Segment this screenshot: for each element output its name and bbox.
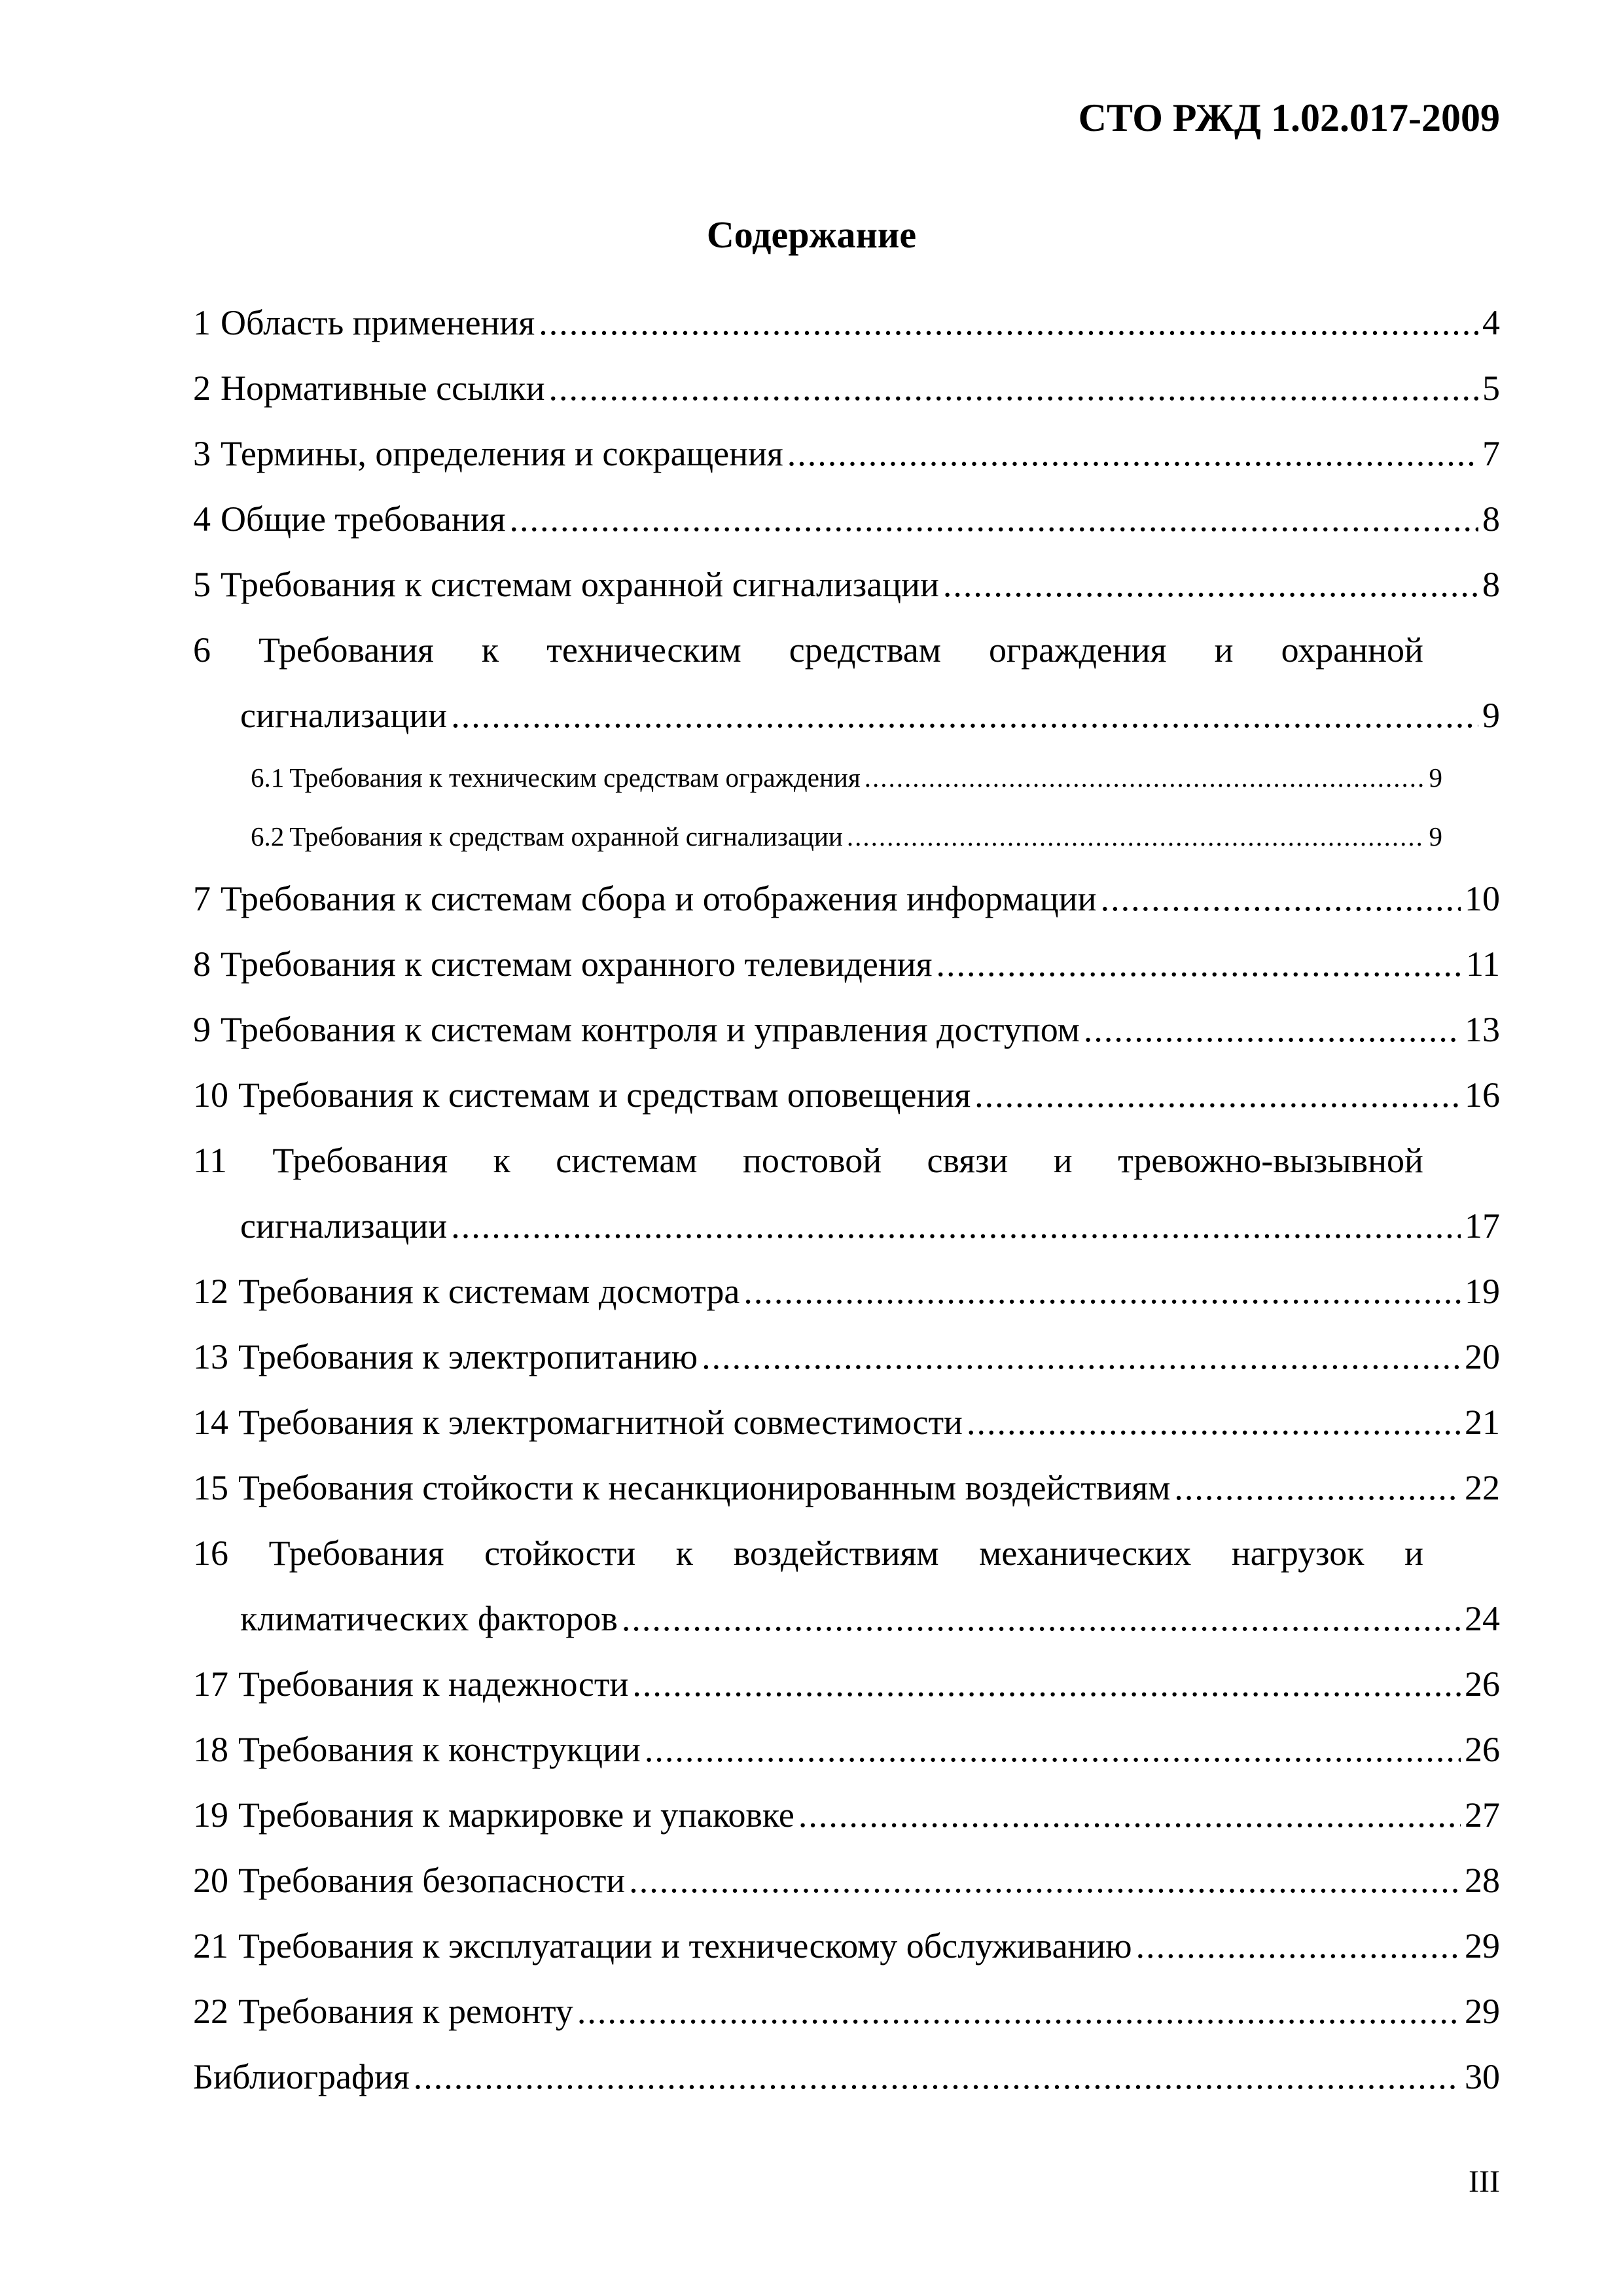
toc-entry-1[interactable] [193, 290, 1500, 355]
toc-entry-title: Термины, определения и сокращения [221, 434, 783, 473]
toc-entry-title: Общие требования [221, 499, 506, 539]
dotted-leader [510, 486, 1478, 552]
toc-entry-page: 28 [1465, 1861, 1500, 1900]
toc-entry-title-word: системам [556, 1141, 698, 1180]
toc-entry-page: 30 [1465, 2057, 1500, 2096]
toc-entry-page: 26 [1465, 1730, 1500, 1769]
toc-entry-title-word: охранной [1281, 630, 1423, 670]
dotted-leader [967, 1390, 1461, 1455]
toc-entry-22[interactable] [193, 1979, 1500, 2044]
toc-entry-number: 1 [193, 303, 211, 342]
dotted-leader [622, 1586, 1461, 1651]
toc-entry-10[interactable] [193, 1062, 1500, 1128]
toc-entry-number: 5 [193, 565, 211, 604]
table-of-contents [193, 290, 1500, 2109]
toc-entry-number: 18 [193, 1730, 228, 1769]
toc-entry-8[interactable] [193, 931, 1500, 997]
toc-entry-title-continuation: сигнализации [240, 696, 448, 735]
toc-entry-2[interactable] [193, 355, 1500, 421]
toc-entry-title: Требования к электромагнитной совместимости [238, 1403, 963, 1442]
toc-entry-number: 11 [193, 1141, 227, 1180]
toc-entry-number: 20 [193, 1861, 228, 1900]
toc-entry-title-line [193, 1520, 1423, 1586]
dotted-leader [577, 1979, 1461, 2044]
toc-entry-page: 4 [1482, 303, 1500, 342]
toc-entry-title-word: и [1053, 1141, 1073, 1180]
dotted-leader [451, 683, 1478, 748]
toc-entry-title-word: постовой [742, 1141, 882, 1180]
toc-entry-14[interactable] [193, 1390, 1500, 1455]
dotted-leader [1136, 1913, 1461, 1979]
toc-entry-title-word: и [1404, 1534, 1423, 1573]
dotted-leader [787, 421, 1478, 486]
toc-entry-number: 7 [193, 879, 211, 918]
dotted-leader [1084, 997, 1461, 1062]
toc-entry-number: 16 [193, 1534, 228, 1573]
toc-entry-20[interactable] [193, 1848, 1500, 1913]
toc-entry-page: 8 [1482, 565, 1500, 604]
toc-entry-6-2[interactable] [193, 807, 1500, 866]
toc-entry-number: 21 [193, 1926, 228, 1965]
page-number: III [1469, 2164, 1500, 2199]
toc-entry-page: 16 [1465, 1075, 1500, 1115]
toc-entry-page: 22 [1465, 1468, 1500, 1507]
toc-entry-title: Требования к системам досмотра [238, 1272, 740, 1311]
toc-entry-number: 3 [193, 434, 211, 473]
toc-entry-page: 7 [1482, 434, 1500, 473]
toc-entry-15[interactable] [193, 1455, 1500, 1520]
toc-entry-title-word: механических [979, 1534, 1192, 1573]
toc-entry-title-word: тревожно-вызывной [1118, 1141, 1423, 1180]
toc-entry-page: 17 [1465, 1206, 1500, 1246]
toc-entry-title: Требования к системам контроля и управления доступом [221, 1010, 1080, 1049]
toc-entry-title: Требования к системам сбора и отображения информации [221, 879, 1097, 918]
toc-entry-title: Требования к конструкции [238, 1730, 641, 1769]
toc-entry-title: Требования к системам охранной сигнализации [221, 565, 939, 604]
dotted-leader [632, 1651, 1461, 1717]
toc-entry-number: 22 [193, 1992, 228, 2031]
toc-entry-title-word: и [1214, 630, 1234, 670]
toc-entry-title-word: связи [927, 1141, 1008, 1180]
dotted-leader [974, 1062, 1461, 1128]
toc-entry-number: 19 [193, 1795, 228, 1835]
toc-entry-number: 2 [193, 368, 211, 408]
toc-entry-page: 9 [1429, 821, 1442, 852]
toc-entry-page: 29 [1465, 1926, 1500, 1965]
dotted-leader [847, 807, 1425, 866]
toc-entry-page: 27 [1465, 1795, 1500, 1835]
toc-entry-page: 19 [1465, 1272, 1500, 1311]
dotted-leader [549, 355, 1479, 421]
toc-entry-page: 9 [1429, 762, 1442, 793]
toc-entry-number: 12 [193, 1272, 228, 1311]
toc-entry-6-1[interactable] [193, 748, 1500, 807]
toc-entry-13[interactable] [193, 1324, 1500, 1390]
toc-entry-title: Требования безопасности [238, 1861, 626, 1900]
toc-entry-number: 6.2 [251, 821, 285, 852]
toc-entry-19[interactable] [193, 1782, 1500, 1848]
toc-entry-bibliography[interactable] [193, 2044, 1500, 2109]
toc-entry-title-word: ограждения [989, 630, 1167, 670]
toc-entry-17[interactable] [193, 1651, 1500, 1717]
toc-entry-12[interactable] [193, 1259, 1500, 1324]
toc-entry-number: 14 [193, 1403, 228, 1442]
toc-entry-5[interactable] [193, 552, 1500, 617]
toc-entry-number: 4 [193, 499, 211, 539]
toc-entry-16[interactable] [193, 1520, 1500, 1651]
toc-entry-page: 24 [1465, 1599, 1500, 1638]
toc-entry-title: Требования к маркировке и упаковке [238, 1795, 794, 1835]
toc-entry-title-continuation: климатических факторов [240, 1599, 618, 1638]
toc-entry-number: 15 [193, 1468, 228, 1507]
toc-entry-title-word: Требования [268, 1534, 444, 1573]
toc-entry-page: 5 [1482, 368, 1500, 408]
toc-entry-page: 10 [1465, 879, 1500, 918]
toc-entry-title-word: Требования [272, 1141, 448, 1180]
toc-entry-4[interactable] [193, 486, 1500, 552]
toc-entry-9[interactable] [193, 997, 1500, 1062]
toc-entry-title: Требования к ремонту [238, 1992, 573, 2031]
toc-entry-3[interactable] [193, 421, 1500, 486]
toc-entry-6[interactable] [193, 617, 1500, 748]
dotted-leader [798, 1782, 1461, 1848]
dotted-leader [702, 1324, 1461, 1390]
toc-entry-page: 21 [1465, 1403, 1500, 1442]
dotted-leader [1174, 1455, 1461, 1520]
toc-entry-page: 29 [1465, 1992, 1500, 2031]
toc-entry-title-word: техническим [546, 630, 741, 670]
toc-entry-title-word: средствам [789, 630, 941, 670]
toc-entry-18[interactable] [193, 1717, 1500, 1782]
toc-entry-title-word: нагрузок [1231, 1534, 1364, 1573]
toc-entry-title: Область применения [221, 303, 535, 342]
toc-entry-title-word: стойкости [484, 1534, 636, 1573]
toc-entry-title-word: к [675, 1534, 694, 1573]
toc-entry-11[interactable] [193, 1128, 1500, 1259]
toc-entry-page: 13 [1465, 1010, 1500, 1049]
toc-entry-7[interactable] [193, 866, 1500, 931]
toc-entry-title: Требования к электропитанию [238, 1337, 698, 1376]
toc-entry-title-word: к [493, 1141, 510, 1180]
dotted-leader [936, 931, 1462, 997]
toc-entry-page: 20 [1465, 1337, 1500, 1376]
dotted-leader [414, 2044, 1461, 2109]
toc-entry-title-line [193, 617, 1423, 683]
toc-entry-title-line [193, 1128, 1423, 1193]
toc-entry-number: 8 [193, 944, 211, 984]
toc-entry-title-word: воздействиям [733, 1534, 939, 1573]
toc-entry-number: 6 [193, 630, 211, 670]
toc-entry-title: Требования к эксплуатации и техническому обслуживанию [238, 1926, 1132, 1965]
dotted-leader [451, 1193, 1461, 1259]
toc-entry-title: Библиография [193, 2057, 410, 2096]
dotted-leader [865, 748, 1425, 807]
dotted-leader [943, 552, 1478, 617]
toc-entry-title-continuation: сигнализации [240, 1206, 448, 1246]
toc-entry-title: Требования к системам охранного телевидения [221, 944, 933, 984]
toc-entry-number: 6.1 [251, 762, 285, 793]
toc-entry-title: Нормативные ссылки [221, 368, 545, 408]
dotted-leader [629, 1848, 1461, 1913]
toc-entry-21[interactable] [193, 1913, 1500, 1979]
toc-entry-title: Требования к надежности [238, 1664, 629, 1704]
dotted-leader [645, 1717, 1461, 1782]
dotted-leader [539, 290, 1478, 355]
toc-entry-number: 13 [193, 1337, 228, 1376]
toc-entry-page: 11 [1466, 944, 1500, 984]
toc-entry-number: 10 [193, 1075, 228, 1115]
toc-entry-title-word: Требования [259, 630, 434, 670]
toc-entry-title-word: к [481, 630, 499, 670]
toc-entry-title: Требования к средствам охранной сигнализации [289, 821, 843, 852]
toc-entry-page: 26 [1465, 1664, 1500, 1704]
document-code: СТО РЖД 1.02.017-2009 [1078, 96, 1500, 139]
toc-entry-page: 9 [1482, 696, 1500, 735]
toc-entry-title: Требования к системам и средствам оповещения [238, 1075, 971, 1115]
toc-entry-title: Требования стойкости к несанкционированным воздействиям [238, 1468, 1171, 1507]
toc-entry-title: Требования к техническим средствам ограждения [289, 762, 861, 793]
dotted-leader [743, 1259, 1461, 1324]
toc-entry-number: 17 [193, 1664, 228, 1704]
toc-title: Содержание [706, 213, 917, 256]
dotted-leader [1101, 866, 1461, 931]
toc-entry-page: 8 [1482, 499, 1500, 539]
toc-entry-number: 9 [193, 1010, 211, 1049]
